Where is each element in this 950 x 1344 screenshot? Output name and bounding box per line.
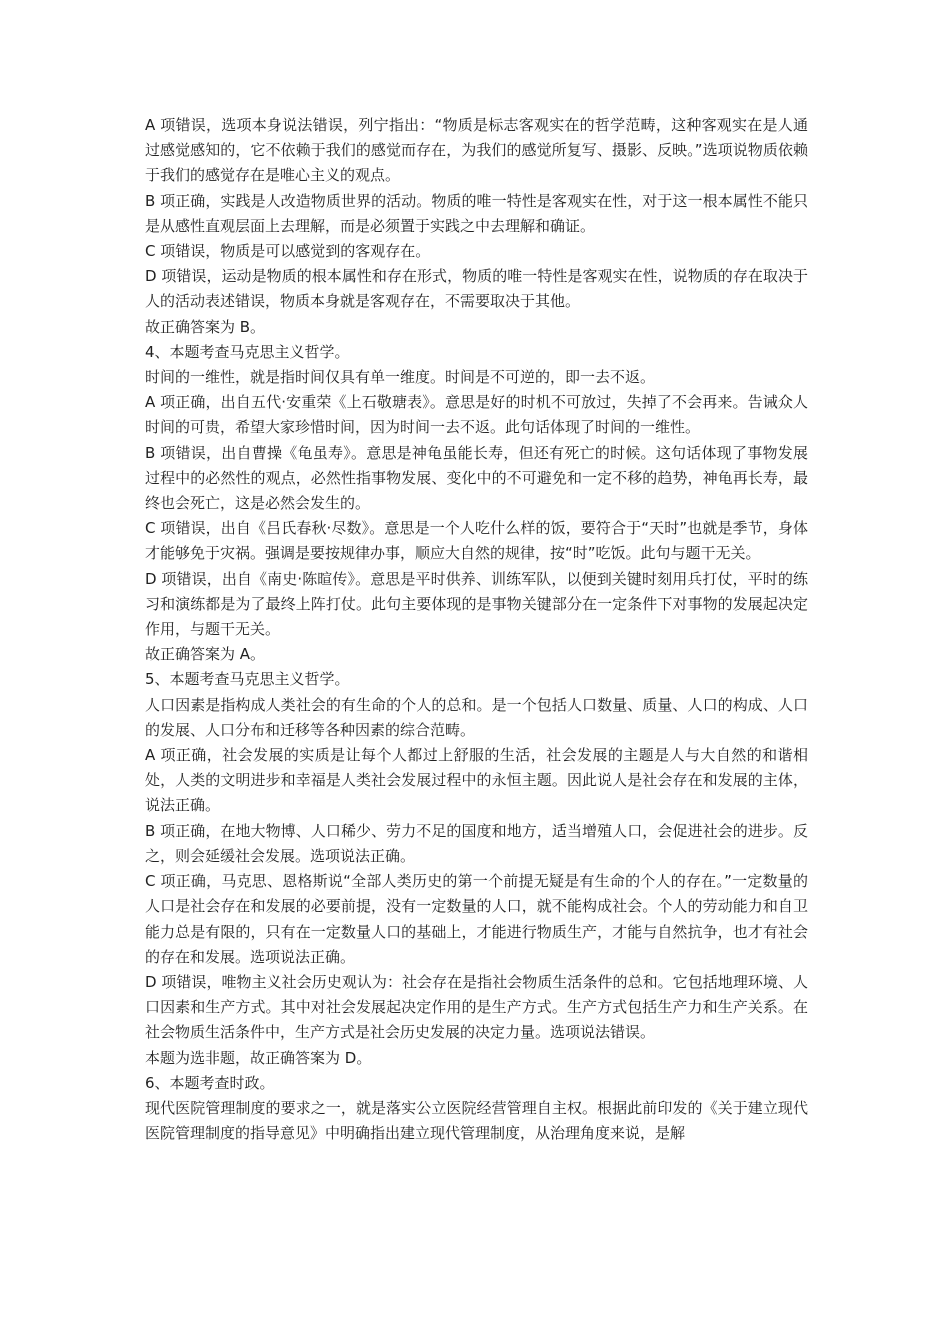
paragraph-answer-q3: 故正确答案为 B。 [145,317,266,336]
paragraph-option-a-q3: A 项错误，选项本身说法错误，列宁指出：“物质是标志客观实在的哲学范畴，这种客观实在是人通过感觉感知的，它不依赖于我们的感觉而存在，为我们的感觉所复写、摄影、反映。”选项说物质依赖于我们的感觉存在是唯心主义的观点。 [145,116,808,185]
paragraph-option-d-q3: D 项错误，运动是物质的根本属性和存在形式，物质的唯一特性是客观实在性，说物质的存在取决于人的活动表述错误，物质本身就是客观存在，不需要取决于其他。 [145,267,808,311]
paragraph-option-a-q4: A 项正确，出自五代·安重荣《上石敬瑭表》。意思是好的时机不可放过，失掉了不会再来。告诫众人时间的可贵，希望大家珍惜时间，因为时间一去不返。此句话体现了时间的一维性。 [145,393,808,437]
paragraph-option-d-q5: D 项错误，唯物主义社会历史观认为：社会存在是指社会物质生活条件的总和。它包括地理环境、人口因素和生产方式。其中对社会发展起决定作用的是生产方式。生产方式包括生产力和生产关系。在社会物质生活条件中，生产方式是社会历史发展的决定力量。选项说法错误。 [145,972,808,1042]
paragraph-option-b-q3: B 项正确，实践是人改造物质世界的活动。物质的唯一特性是客观实在性，对于这一根本属性不能只是从感性直观层面上去理解，而是必须置于实践之中去理解和确证。 [145,191,808,235]
paragraph-option-d-q4: D 项错误，出自《南史·陈暄传》。意思是平时供养、训练军队，以便到关键时刻用兵打仗，平时的练习和演练都是为了最终上阵打仗。此句主要体现的是事物关键部分在一定条件下对事物的发展起决定作用，与题干无关。 [145,569,808,639]
paragraph-intro-q4: 时间的一维性，就是指时间仅具有单一维度。时间是不可逆的，即一去不返。 [145,368,656,387]
paragraph-answer-q4: 故正确答案为 A。 [145,645,266,664]
paragraph-option-b-q5: B 项正确，在地大物博、人口稀少、劳力不足的国度和地方，适当增殖人口，会促进社会的进步。反之，则会延缓社会发展。选项说法正确。 [145,821,808,865]
paragraph-answer-q5: 本题为选非题，故正确答案为 D。 [145,1048,372,1067]
paragraph-option-c-q5: C 项正确，马克思、恩格斯说“全部人类历史的第一个前提无疑是有生命的个人的存在。”一定数量的人口是社会存在和发展的必要前提，没有一定数量的人口，就不能构成社会。个人的劳动能力和自卫能力总是有限的，只有在一定数量人口的基础上，才能进行物质生产，才能与自然抗争，也才有社会的存在和发展。选项说法正确。 [145,872,808,966]
document-page [145,113,808,1146]
question-heading-4: 4、本题考查马克思主义哲学。 [145,342,350,361]
question-heading-5: 5、本题考查马克思主义哲学。 [145,670,350,689]
paragraph-option-c-q4: C 项错误，出自《吕氏春秋·尽数》。意思是一个人吃什么样的饭，要符合于“天时”也就是季节，身体才能够免于灾祸。强调是要按规律办事，顺应大自然的规律，按“时”吃饭。此句与题干无关。 [145,519,808,563]
paragraph-option-c-q3: C 项错误，物质是可以感觉到的客观存在。 [145,242,431,261]
paragraph-option-a-q5: A 项正确，社会发展的实质是让每个人都过上舒服的生活，社会发展的主题是人与大自然的和谐相处，人类的文明进步和幸福是人类社会发展过程中的永恒主题。因此说人是社会存在和发展的主体，说法正确。 [145,746,808,815]
paragraph-option-b-q4: B 项错误，出自曹操《龟虽寿》。意思是神龟虽能长寿，但还有死亡的时候。这句话体现了事物发展过程中的必然性的观点，必然性指事物发展、变化中的不可避免和一定不移的趋势，神龟再长寿，最终也会死亡，这是必然会发生的。 [145,443,808,513]
paragraph-intro-q6: 现代医院管理制度的要求之一，就是落实公立医院经营管理自主权。根据此前印发的《关于建立现代医院管理制度的指导意见》中明确指出建立现代管理制度，从治理角度来说，是解 [145,1098,808,1143]
question-heading-6: 6、本题考查时政。 [145,1073,275,1092]
paragraph-intro-q5: 人口因素是指构成人类社会的有生命的个人的总和。是一个包括人口数量、质量、人口的构成、人口的发展、人口分布和迁移等各种因素的综合范畴。 [145,695,808,739]
